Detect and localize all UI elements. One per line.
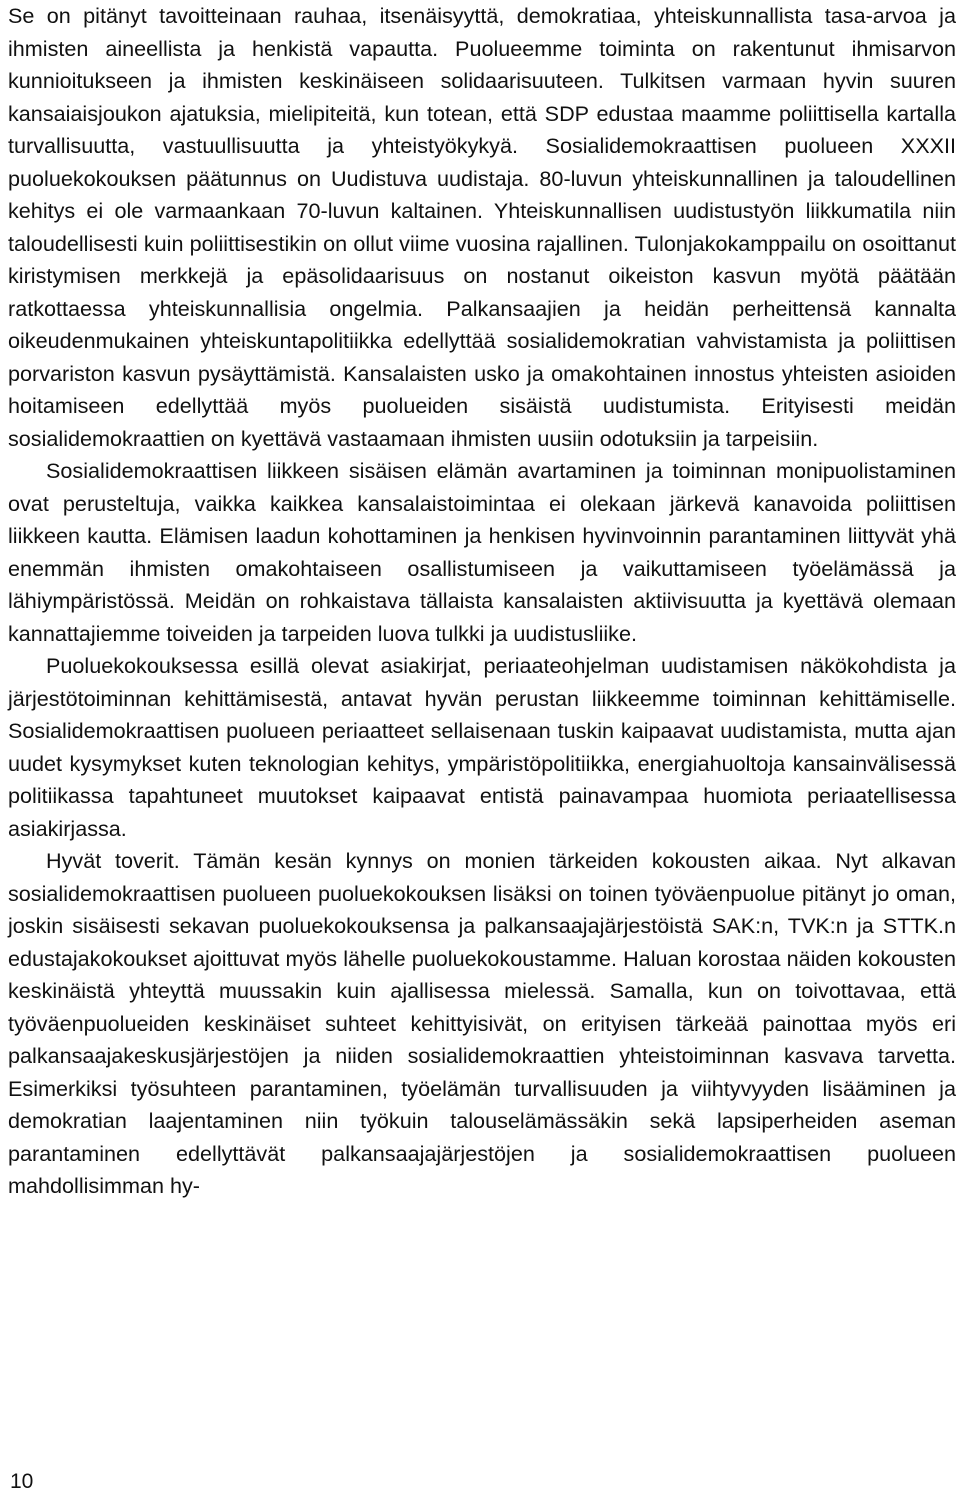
document-page <box>8 0 956 1500</box>
page-number: 10 <box>10 1470 34 1493</box>
paragraph-2: Sosialidemokraattisen liikkeen sisäisen elämän avartaminen ja toiminnan monipuolistaminen ovat perusteltuja, vaikka kaikkea kansalaistoimintaa ei olekaan järkevä kanavoida poliittisen liikkeen kautta. Elämisen laadun kohottaminen ja henkisen hyvinvoinnin parantaminen liittyvät yhä enemmän ihmisten omakohtaiseen osallistumiseen ja vaikuttamiseen työelämässä ja lähiympäristössä. Meidän on rohkaistava tällaista kansalaisten aktiivisuutta ja kyettävä olemaan kannattajiemme toiveiden ja tarpeiden luova tulkki ja uudistusliike. <box>8 458 956 646</box>
paragraph-4: Hyvät toverit. Tämän kesän kynnys on monien tärkeiden kokousten aikaa. Nyt alkavan sosialidemokraattisen puolueen puoluekokouksen lisäksi on toinen työväenpuolue pitänyt jo oman, joskin sisäisesti sekavan puoluekokouksensa ja palkansaajajärjestöistä SAK:n, TVK:n ja STTK.n edustajakokoukset ajoittuvat myös lähelle puoluekokoustamme. Haluan korostaa näiden kokousten keskinäistä yhteyttä muussakin kuin ajallisessa mielessä. Samalla, kun on toivottavaa, että työväenpuolueiden keskinäiset suhteet kehittyisivät, on erityisen tärkeää painottaa myös eri palkansaajakeskusjärjestöjen ja niiden sosialidemokraattien yhteistoiminnan kasvava tarvetta. Esimerkiksi työsuhteen parantaminen, työelämän turvallisuuden ja viihtyvyyden lisääminen ja demokratian laajentaminen niin työkuin talouselämässäkin sekä lapsiperheiden aseman parantaminen edellyttävät palkansaajajärjestöjen ja sosialidemokraattisen puolueen mahdollisimman hy- <box>8 848 956 1198</box>
paragraph-3: Puoluekokouksessa esillä olevat asiakirjat, periaateohjelman uudistamisen näkökohdista ja järjestötoiminnan kehittämisestä, antavat hyvän perustan liikkeemme toiminnan kehittämiselle. Sosialidemokraattisen puolueen periaatteet sellaisenaan tuskin kaipaavat uudistamista, mutta ajan uudet kysymykset kuten teknologian kehitys, ympäristöpolitiikka, energiahuoltoja kansainvälisessä politiikassa tapahtuneet muutokset kaipaavat entistä painavampaa huomiota periaatellisessa asiakirjassa. <box>8 653 956 841</box>
paragraph-1: Se on pitänyt tavoitteinaan rauhaa, itsenäisyyttä, demokratiaa, yhteiskunnallista tasa-arvoa ja ihmisten aineellista ja henkistä vapautta. Puolueemme toiminta on rakentunut ihmisarvon kunnioitukseen ja ihmisten keskinäiseen solidaarisuuteen. Tulkitsen varmaan hyvin suuren kansaiaisjoukon ajatuksia, mielipiteitä, kun totean, että SDP edustaa maamme poliittisella kartalla turvallisuutta, vastuullisuutta ja yhteistyökykyä. Sosialidemokraattisen puolueen XXXII puoluekokouksen päätunnus on Uudistuva uudistaja. 80-luvun yhteiskunnallinen ja taloudellinen kehitys ei ole varmaankaan 70-luvun kaltainen. Yhteiskunnallisen uudistustyön liikkumatila niin taloudellisesti kuin poliittisestikin on ollut viime vuosina rajallinen. Tulonjakokamppailu on osoittanut kiristymisen merkkejä ja epäsolidaarisuus on nostanut oikeiston kasvun myötä päätään ratkottaessa yhteiskunnallisia ongelmia. Palkansaajien ja heidän perheittensä kannalta oikeudenmukainen yhteiskuntapolitiikka edellyttää sosialidemokratian vahvistamista ja poliittisen porvariston kasvun pysäyttämistä. Kansalaisten usko ja omakohtainen innostus yhteisten asioiden hoitamiseen edellyttää myös puolueiden sisäistä uudistumista. Erityisesti meidän sosialidemokraattien on kyettävä vastaamaan ihmisten uusiin odotuksiin ja tarpeisiin. <box>8 3 956 451</box>
